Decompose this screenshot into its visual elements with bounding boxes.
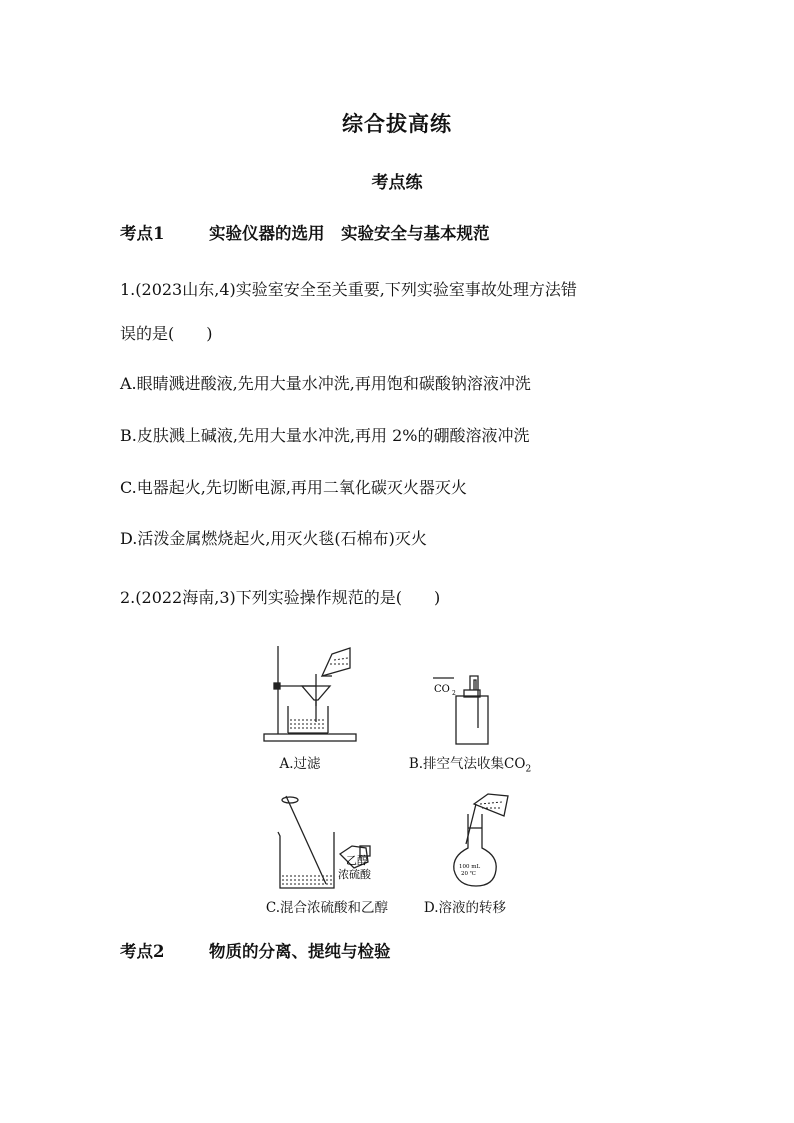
- filtration-apparatus: [258, 636, 368, 746]
- question-1-stem-line1: 1.(2023山东,4)实验室安全至关重要,下列实验室事故处理方法错: [120, 280, 577, 299]
- flask-temp-label: 20 ℃: [461, 871, 476, 877]
- ethanol-label: 乙醇: [346, 854, 368, 867]
- question-2-stem: 2.(2022海南,3)下列实验操作规范的是( ): [120, 588, 441, 607]
- co2-label-subscript: 2: [452, 690, 456, 697]
- figure-c-caption: C.混合浓硫酸和乙醇: [265, 900, 389, 916]
- co2-label: CO: [434, 684, 450, 695]
- question-1-option-d: D.活泼金属燃烧起火,用灭火毯(石棉布)灭火: [120, 529, 427, 548]
- section-code: 考点2: [120, 942, 165, 961]
- conc-acid-label: 浓硫酸: [338, 868, 371, 881]
- section-name: 实验仪器的选用 实验安全与基本规范: [209, 224, 490, 243]
- question-1-option-b: B.皮肤溅上碱液,先用大量水冲洗,再用 2%的硼酸溶液冲洗: [120, 426, 530, 445]
- mixing-beaker-setup: [264, 792, 384, 892]
- figure-d-caption: D.溶液的转移: [423, 900, 507, 916]
- question-1-stem-line2: 误的是( ): [120, 324, 213, 343]
- section-name: 物质的分离、提纯与检验: [209, 942, 391, 961]
- section-heading-1: [120, 220, 490, 244]
- question-1-option-a: A.眼睛溅进酸液,先用大量水冲洗,再用饱和碳酸钠溶液冲洗: [120, 374, 531, 393]
- question-1-option-c: C.电器起火,先切断电源,再用二氧化碳灭火器灭火: [120, 478, 467, 497]
- section-heading-2: [120, 938, 391, 962]
- section-code: 考点1: [120, 224, 165, 243]
- page-title: 综合拔高练: [342, 111, 452, 136]
- figure-a-caption: A.过滤: [279, 756, 321, 772]
- page-subtitle: 考点练: [371, 173, 423, 193]
- flask-volume-label: 100 mL: [459, 864, 481, 870]
- gas-collection-bottle: [430, 670, 500, 748]
- volumetric-flask-transfer: [446, 786, 528, 892]
- figure-b-caption: B.排空气法收集$CO_2$: [408, 756, 532, 775]
